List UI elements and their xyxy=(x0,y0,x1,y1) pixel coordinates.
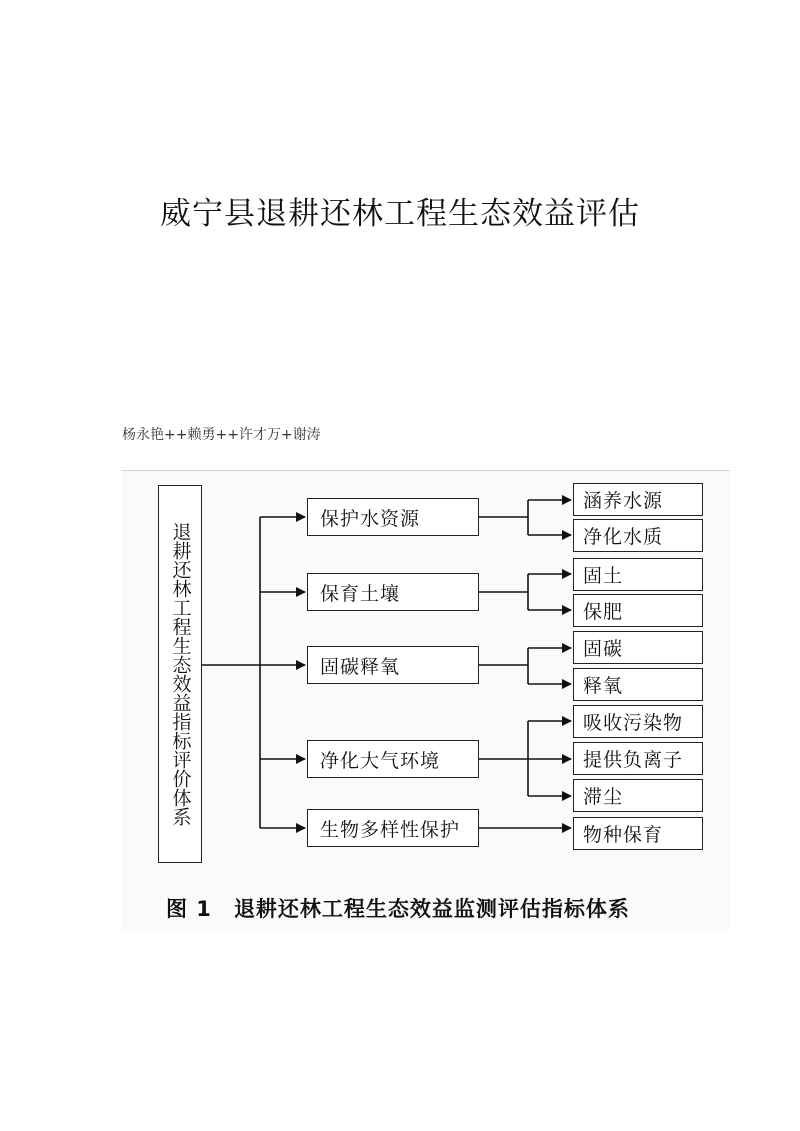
indicator-label: 吸收污染物 xyxy=(583,712,684,734)
indicator-label: 滞尘 xyxy=(583,786,624,808)
indicator-box xyxy=(573,779,703,812)
indicator-label: 物种保育 xyxy=(583,824,664,846)
category-label: 固碳释氧 xyxy=(320,655,401,678)
indicator-box xyxy=(573,594,703,627)
document-title: 威宁县退耕还林工程生态效益评估 xyxy=(160,196,640,232)
indicator-label: 固碳 xyxy=(583,638,624,660)
figure-caption-text: 退耕还林工程生态效益监测评估指标体系 xyxy=(233,897,630,921)
indicator-box xyxy=(573,742,703,775)
indicator-box xyxy=(573,817,703,850)
indicator-system-figure xyxy=(122,470,730,931)
indicator-box xyxy=(573,483,703,516)
indicator-box xyxy=(573,558,703,591)
indicator-label: 释氧 xyxy=(583,675,624,697)
category-label: 生物多样性保护 xyxy=(320,818,461,841)
category-box-soil xyxy=(307,573,479,611)
root-label: 退耕还林工程生态效益指标评价体系 xyxy=(169,522,192,826)
indicator-label: 涵养水源 xyxy=(583,490,664,512)
figure-caption xyxy=(166,893,630,923)
indicator-box xyxy=(573,668,703,701)
category-box-water xyxy=(307,498,479,536)
category-label: 保育土壤 xyxy=(320,582,401,605)
category-box-biodiversity xyxy=(307,809,479,847)
indicator-label: 固土 xyxy=(583,565,624,587)
root-box xyxy=(158,485,202,863)
indicator-box xyxy=(573,705,703,738)
category-label: 净化大气环境 xyxy=(320,749,441,772)
figure-number: 图 1 xyxy=(166,897,212,921)
author-line: 杨永艳++赖勇++许才万+谢涛 xyxy=(122,427,321,443)
category-label: 保护水资源 xyxy=(320,507,421,530)
indicator-label: 保肥 xyxy=(583,601,624,623)
indicator-label: 提供负离子 xyxy=(583,749,684,771)
category-box-air xyxy=(307,740,479,778)
indicator-box xyxy=(573,519,703,552)
indicator-label: 净化水质 xyxy=(583,526,664,548)
category-box-carbon xyxy=(307,646,479,684)
indicator-box xyxy=(573,631,703,664)
